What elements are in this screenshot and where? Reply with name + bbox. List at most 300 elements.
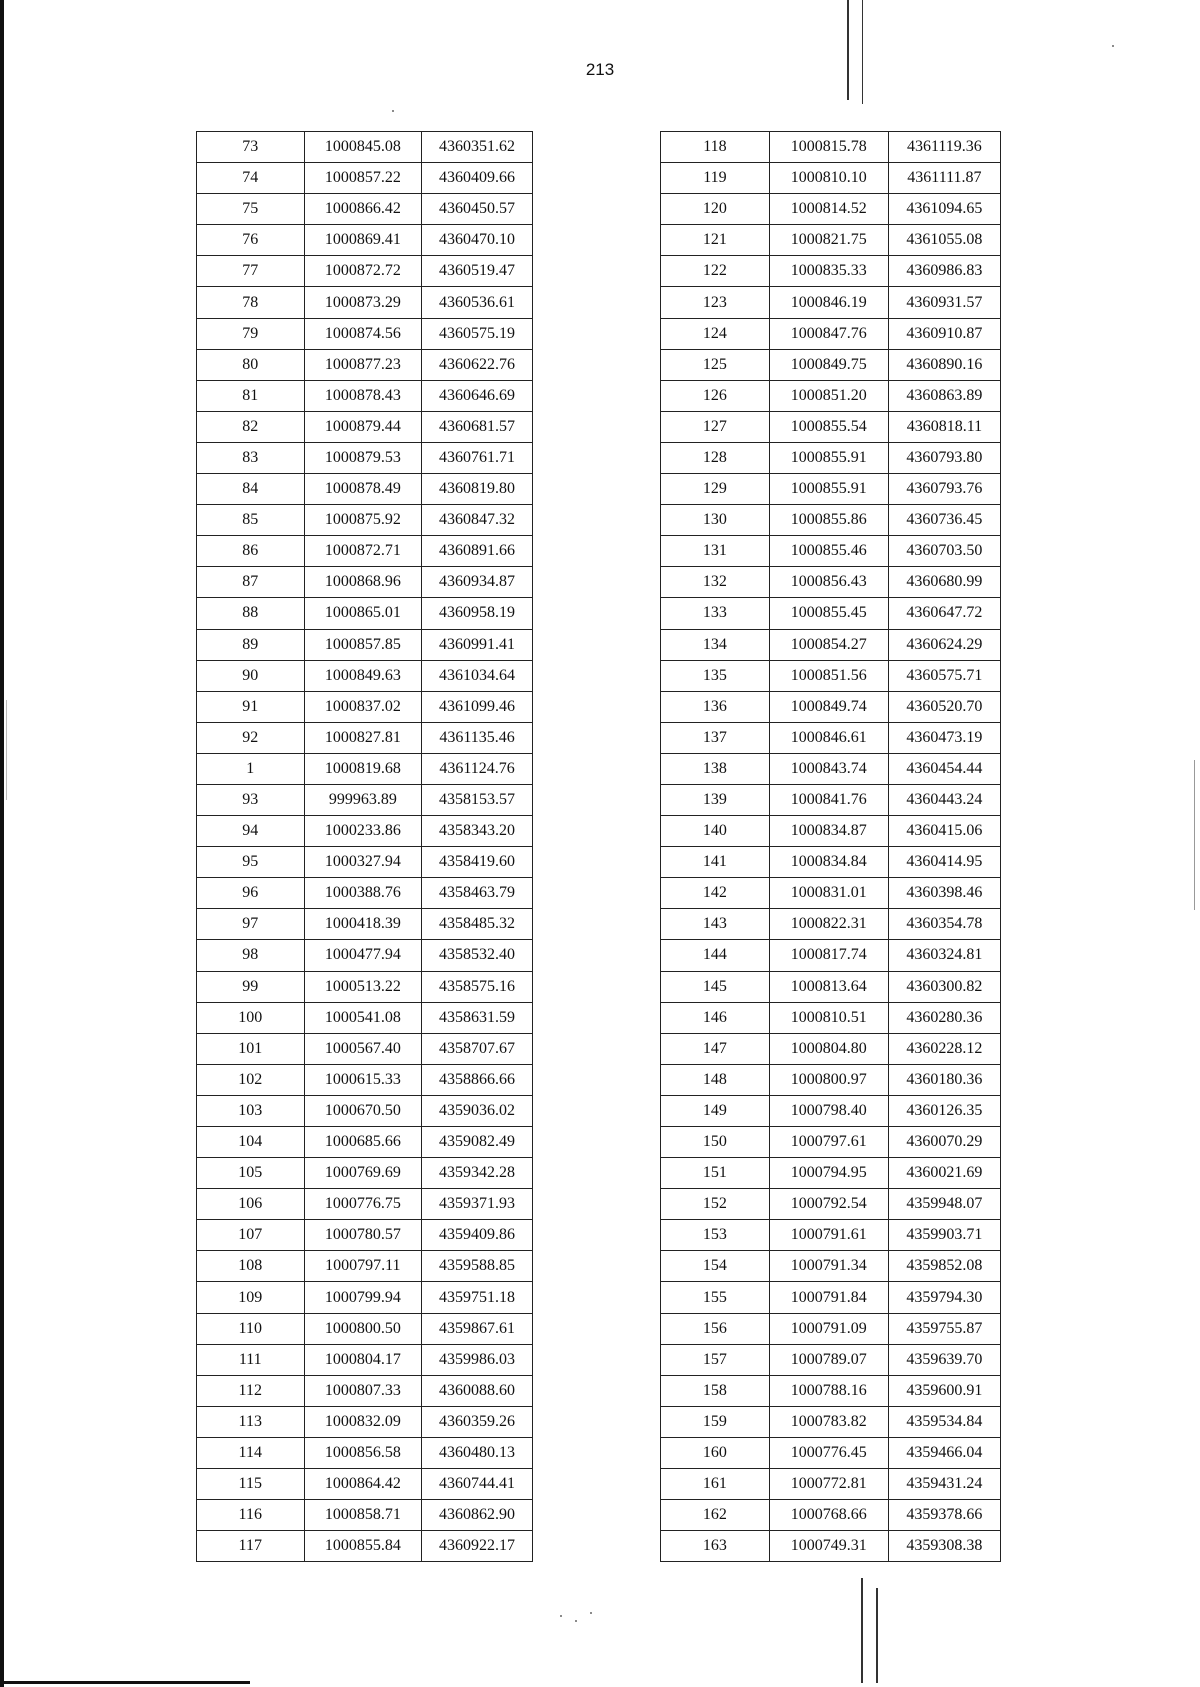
table-row <box>197 722 533 753</box>
y-coordinate-cell: 4359371.93 <box>422 1189 533 1220</box>
y-coordinate-cell: 4360575.19 <box>422 318 533 349</box>
y-coordinate-cell: 4358532.40 <box>422 940 533 971</box>
y-coordinate-cell: 4360351.62 <box>422 132 533 163</box>
table-row <box>197 1095 533 1126</box>
table-row <box>661 1437 1001 1468</box>
table-row <box>197 1406 533 1437</box>
x-coordinate-cell: 1000866.42 <box>304 194 422 225</box>
point-number-cell: 87 <box>197 567 305 598</box>
table-row <box>661 598 1001 629</box>
table-row <box>197 1469 533 1500</box>
point-number-cell: 139 <box>661 784 770 815</box>
table-row <box>197 380 533 411</box>
table-row <box>661 1344 1001 1375</box>
scan-speck <box>590 1612 592 1614</box>
x-coordinate-cell: 1000851.20 <box>769 380 888 411</box>
point-number-cell: 94 <box>197 816 305 847</box>
x-coordinate-cell: 1000791.84 <box>769 1282 888 1313</box>
point-number-cell: 133 <box>661 598 770 629</box>
table-row <box>661 1002 1001 1033</box>
x-coordinate-cell: 1000868.96 <box>304 567 422 598</box>
point-number-cell: 80 <box>197 349 305 380</box>
y-coordinate-cell: 4359867.61 <box>422 1313 533 1344</box>
point-number-cell: 118 <box>661 132 770 163</box>
y-coordinate-cell: 4360443.24 <box>888 784 1000 815</box>
point-number-cell: 109 <box>197 1282 305 1313</box>
x-coordinate-cell: 1000858.71 <box>304 1500 422 1531</box>
y-coordinate-cell: 4360450.57 <box>422 194 533 225</box>
y-coordinate-cell: 4359036.02 <box>422 1095 533 1126</box>
y-coordinate-cell: 4360922.17 <box>422 1531 533 1562</box>
point-number-cell: 125 <box>661 349 770 380</box>
x-coordinate-cell: 1000791.34 <box>769 1251 888 1282</box>
y-coordinate-cell: 4360862.90 <box>422 1500 533 1531</box>
x-coordinate-cell: 1000855.54 <box>769 411 888 442</box>
x-coordinate-cell: 1000797.61 <box>769 1127 888 1158</box>
y-coordinate-cell: 4360519.47 <box>422 256 533 287</box>
y-coordinate-cell: 4360126.35 <box>888 1095 1000 1126</box>
point-number-cell: 141 <box>661 847 770 878</box>
point-number-cell: 154 <box>661 1251 770 1282</box>
x-coordinate-cell: 1000843.74 <box>769 753 888 784</box>
table-row <box>197 505 533 536</box>
point-number-cell: 135 <box>661 660 770 691</box>
x-coordinate-cell: 1000831.01 <box>769 878 888 909</box>
y-coordinate-cell: 4360818.11 <box>888 411 1000 442</box>
y-coordinate-cell: 4360890.16 <box>888 349 1000 380</box>
table-row <box>661 971 1001 1002</box>
x-coordinate-cell: 1000798.40 <box>769 1095 888 1126</box>
y-coordinate-cell: 4360703.50 <box>888 536 1000 567</box>
point-number-cell: 126 <box>661 380 770 411</box>
x-coordinate-cell: 1000788.16 <box>769 1375 888 1406</box>
scan-edge-bar <box>0 0 4 1687</box>
y-coordinate-cell: 4359903.71 <box>888 1220 1000 1251</box>
point-number-cell: 112 <box>197 1375 305 1406</box>
x-coordinate-cell: 1000856.43 <box>769 567 888 598</box>
table-row <box>661 1251 1001 1282</box>
y-coordinate-cell: 4361119.36 <box>888 132 1000 163</box>
point-number-cell: 163 <box>661 1531 770 1562</box>
table-row <box>197 1064 533 1095</box>
y-coordinate-cell: 4360454.44 <box>888 753 1000 784</box>
scan-speck <box>392 110 394 112</box>
y-coordinate-cell: 4360398.46 <box>888 878 1000 909</box>
point-number-cell: 85 <box>197 505 305 536</box>
point-number-cell: 138 <box>661 753 770 784</box>
table-row <box>661 1469 1001 1500</box>
point-number-cell: 104 <box>197 1127 305 1158</box>
table-row <box>197 598 533 629</box>
table-row <box>661 722 1001 753</box>
y-coordinate-cell: 4359986.03 <box>422 1344 533 1375</box>
y-coordinate-cell: 4361034.64 <box>422 660 533 691</box>
point-number-cell: 74 <box>197 163 305 194</box>
point-number-cell: 159 <box>661 1406 770 1437</box>
x-coordinate-cell: 1000846.61 <box>769 722 888 753</box>
table-row <box>661 1095 1001 1126</box>
y-coordinate-cell: 4359466.04 <box>888 1437 1000 1468</box>
point-number-cell: 150 <box>661 1127 770 1158</box>
y-coordinate-cell: 4359082.49 <box>422 1127 533 1158</box>
x-coordinate-cell: 1000846.19 <box>769 287 888 318</box>
point-number-cell: 148 <box>661 1064 770 1095</box>
point-number-cell: 108 <box>197 1251 305 1282</box>
table-row <box>661 1500 1001 1531</box>
coordinates-table-left <box>196 131 533 1562</box>
table-row <box>197 753 533 784</box>
point-number-cell: 156 <box>661 1313 770 1344</box>
x-coordinate-cell: 1000835.33 <box>769 256 888 287</box>
scan-speck <box>575 1620 577 1622</box>
table-row <box>661 411 1001 442</box>
point-number-cell: 91 <box>197 691 305 722</box>
table-row <box>197 1313 533 1344</box>
y-coordinate-cell: 4360793.76 <box>888 474 1000 505</box>
table-row <box>197 256 533 287</box>
x-coordinate-cell: 1000849.63 <box>304 660 422 691</box>
y-coordinate-cell: 4360986.83 <box>888 256 1000 287</box>
x-coordinate-cell: 1000513.22 <box>304 971 422 1002</box>
x-coordinate-cell: 1000768.66 <box>769 1500 888 1531</box>
x-coordinate-cell: 1000877.23 <box>304 349 422 380</box>
y-coordinate-cell: 4360761.71 <box>422 442 533 473</box>
y-coordinate-cell: 4360470.10 <box>422 225 533 256</box>
point-number-cell: 88 <box>197 598 305 629</box>
table-row <box>661 691 1001 722</box>
point-number-cell: 103 <box>197 1095 305 1126</box>
table-row <box>661 629 1001 660</box>
x-coordinate-cell: 1000864.42 <box>304 1469 422 1500</box>
x-coordinate-cell: 1000856.58 <box>304 1437 422 1468</box>
y-coordinate-cell: 4359378.66 <box>888 1500 1000 1531</box>
point-number-cell: 149 <box>661 1095 770 1126</box>
y-coordinate-cell: 4358707.67 <box>422 1033 533 1064</box>
point-number-cell: 123 <box>661 287 770 318</box>
y-coordinate-cell: 4360324.81 <box>888 940 1000 971</box>
x-coordinate-cell: 1000789.07 <box>769 1344 888 1375</box>
table-row <box>197 194 533 225</box>
point-number-cell: 96 <box>197 878 305 909</box>
table-row <box>197 349 533 380</box>
x-coordinate-cell: 1000855.46 <box>769 536 888 567</box>
table-row <box>197 940 533 971</box>
x-coordinate-cell: 1000849.75 <box>769 349 888 380</box>
table-row <box>661 1406 1001 1437</box>
x-coordinate-cell: 1000855.91 <box>769 474 888 505</box>
y-coordinate-cell: 4360958.19 <box>422 598 533 629</box>
point-number-cell: 77 <box>197 256 305 287</box>
point-number-cell: 107 <box>197 1220 305 1251</box>
point-number-cell: 162 <box>661 1500 770 1531</box>
x-coordinate-cell: 1000776.75 <box>304 1189 422 1220</box>
table-row <box>661 816 1001 847</box>
table-row <box>197 567 533 598</box>
table-row <box>197 1002 533 1033</box>
point-number-cell: 157 <box>661 1344 770 1375</box>
point-number-cell: 155 <box>661 1282 770 1313</box>
y-coordinate-cell: 4360228.12 <box>888 1033 1000 1064</box>
table-row <box>197 287 533 318</box>
point-number-cell: 93 <box>197 784 305 815</box>
point-number-cell: 117 <box>197 1531 305 1562</box>
x-coordinate-cell: 1000821.75 <box>769 225 888 256</box>
table-row <box>661 132 1001 163</box>
y-coordinate-cell: 4358153.57 <box>422 784 533 815</box>
x-coordinate-cell: 1000780.57 <box>304 1220 422 1251</box>
point-number-cell: 79 <box>197 318 305 349</box>
y-coordinate-cell: 4359534.84 <box>888 1406 1000 1437</box>
table-row <box>661 1033 1001 1064</box>
table-row <box>661 318 1001 349</box>
scan-line-top <box>847 0 849 100</box>
x-coordinate-cell: 1000841.76 <box>769 784 888 815</box>
y-coordinate-cell: 4358575.16 <box>422 971 533 1002</box>
x-coordinate-cell: 1000791.09 <box>769 1313 888 1344</box>
point-number-cell: 82 <box>197 411 305 442</box>
y-coordinate-cell: 4360536.61 <box>422 287 533 318</box>
point-number-cell: 124 <box>661 318 770 349</box>
x-coordinate-cell: 1000851.56 <box>769 660 888 691</box>
table-row <box>661 256 1001 287</box>
x-coordinate-cell: 1000845.08 <box>304 132 422 163</box>
table-row <box>197 1033 533 1064</box>
table-row <box>661 1282 1001 1313</box>
scan-bottom-line <box>0 1681 250 1684</box>
x-coordinate-cell: 1000792.54 <box>769 1189 888 1220</box>
point-number-cell: 143 <box>661 909 770 940</box>
point-number-cell: 84 <box>197 474 305 505</box>
point-number-cell: 128 <box>661 442 770 473</box>
point-number-cell: 120 <box>661 194 770 225</box>
x-coordinate-cell: 1000800.50 <box>304 1313 422 1344</box>
x-coordinate-cell: 1000827.81 <box>304 722 422 753</box>
y-coordinate-cell: 4360646.69 <box>422 380 533 411</box>
point-number-cell: 114 <box>197 1437 305 1468</box>
x-coordinate-cell: 1000670.50 <box>304 1095 422 1126</box>
point-number-cell: 81 <box>197 380 305 411</box>
table-row <box>661 784 1001 815</box>
table-row <box>197 1220 533 1251</box>
x-coordinate-cell: 1000855.45 <box>769 598 888 629</box>
y-coordinate-cell: 4360931.57 <box>888 287 1000 318</box>
table-row <box>661 878 1001 909</box>
table-row <box>197 1189 533 1220</box>
x-coordinate-cell: 1000233.86 <box>304 816 422 847</box>
point-number-cell: 140 <box>661 816 770 847</box>
x-coordinate-cell: 1000872.72 <box>304 256 422 287</box>
x-coordinate-cell: 1000791.61 <box>769 1220 888 1251</box>
x-coordinate-cell: 1000865.01 <box>304 598 422 629</box>
point-number-cell: 146 <box>661 1002 770 1033</box>
y-coordinate-cell: 4360680.99 <box>888 567 1000 598</box>
y-coordinate-cell: 4360070.29 <box>888 1127 1000 1158</box>
table-row <box>197 878 533 909</box>
x-coordinate-cell: 999963.89 <box>304 784 422 815</box>
table-row <box>197 225 533 256</box>
table-row <box>661 1375 1001 1406</box>
table-row <box>661 505 1001 536</box>
x-coordinate-cell: 1000541.08 <box>304 1002 422 1033</box>
coordinates-table-right <box>660 131 1001 1562</box>
scan-line-bottom <box>861 1578 863 1683</box>
y-coordinate-cell: 4360180.36 <box>888 1064 1000 1095</box>
table-row <box>197 1127 533 1158</box>
point-number-cell: 78 <box>197 287 305 318</box>
point-number-cell: 90 <box>197 660 305 691</box>
table-row <box>661 1531 1001 1562</box>
table-row <box>661 442 1001 473</box>
scan-line-side <box>1194 760 1195 910</box>
table-row <box>197 318 533 349</box>
y-coordinate-cell: 4359852.08 <box>888 1251 1000 1282</box>
y-coordinate-cell: 4360736.45 <box>888 505 1000 536</box>
y-coordinate-cell: 4360934.87 <box>422 567 533 598</box>
x-coordinate-cell: 1000769.69 <box>304 1158 422 1189</box>
table-row <box>661 163 1001 194</box>
table-row <box>197 1282 533 1313</box>
y-coordinate-cell: 4359342.28 <box>422 1158 533 1189</box>
x-coordinate-cell: 1000685.66 <box>304 1127 422 1158</box>
point-number-cell: 1 <box>197 753 305 784</box>
x-coordinate-cell: 1000567.40 <box>304 1033 422 1064</box>
y-coordinate-cell: 4360280.36 <box>888 1002 1000 1033</box>
x-coordinate-cell: 1000847.76 <box>769 318 888 349</box>
x-coordinate-cell: 1000388.76 <box>304 878 422 909</box>
y-coordinate-cell: 4359600.91 <box>888 1375 1000 1406</box>
point-number-cell: 113 <box>197 1406 305 1437</box>
y-coordinate-cell: 4359409.86 <box>422 1220 533 1251</box>
point-number-cell: 131 <box>661 536 770 567</box>
point-number-cell: 102 <box>197 1064 305 1095</box>
point-number-cell: 99 <box>197 971 305 1002</box>
y-coordinate-cell: 4360863.89 <box>888 380 1000 411</box>
table-row <box>197 1158 533 1189</box>
y-coordinate-cell: 4360520.70 <box>888 691 1000 722</box>
table-row <box>197 629 533 660</box>
x-coordinate-cell: 1000849.74 <box>769 691 888 722</box>
table-row <box>661 225 1001 256</box>
table-row <box>197 1500 533 1531</box>
table-row <box>661 1313 1001 1344</box>
x-coordinate-cell: 1000804.80 <box>769 1033 888 1064</box>
point-number-cell: 111 <box>197 1344 305 1375</box>
point-number-cell: 160 <box>661 1437 770 1468</box>
point-number-cell: 121 <box>661 225 770 256</box>
x-coordinate-cell: 1000855.91 <box>769 442 888 473</box>
point-number-cell: 73 <box>197 132 305 163</box>
y-coordinate-cell: 4360575.71 <box>888 660 1000 691</box>
y-coordinate-cell: 4358463.79 <box>422 878 533 909</box>
x-coordinate-cell: 1000837.02 <box>304 691 422 722</box>
x-coordinate-cell: 1000878.49 <box>304 474 422 505</box>
point-number-cell: 119 <box>661 163 770 194</box>
y-coordinate-cell: 4359751.18 <box>422 1282 533 1313</box>
y-coordinate-cell: 4361055.08 <box>888 225 1000 256</box>
x-coordinate-cell: 1000810.10 <box>769 163 888 194</box>
table-row <box>197 691 533 722</box>
table-row <box>197 971 533 1002</box>
point-number-cell: 137 <box>661 722 770 753</box>
point-number-cell: 98 <box>197 940 305 971</box>
y-coordinate-cell: 4359308.38 <box>888 1531 1000 1562</box>
table-row <box>661 536 1001 567</box>
table-row <box>197 132 533 163</box>
point-number-cell: 105 <box>197 1158 305 1189</box>
y-coordinate-cell: 4360409.66 <box>422 163 533 194</box>
point-number-cell: 152 <box>661 1189 770 1220</box>
x-coordinate-cell: 1000834.84 <box>769 847 888 878</box>
y-coordinate-cell: 4360473.19 <box>888 722 1000 753</box>
point-number-cell: 95 <box>197 847 305 878</box>
point-number-cell: 134 <box>661 629 770 660</box>
y-coordinate-cell: 4361124.76 <box>422 753 533 784</box>
table-row <box>197 909 533 940</box>
x-coordinate-cell: 1000772.81 <box>769 1469 888 1500</box>
point-number-cell: 76 <box>197 225 305 256</box>
y-coordinate-cell: 4361111.87 <box>888 163 1000 194</box>
y-coordinate-cell: 4360415.06 <box>888 816 1000 847</box>
table-row <box>661 940 1001 971</box>
point-number-cell: 153 <box>661 1220 770 1251</box>
point-number-cell: 132 <box>661 567 770 598</box>
y-coordinate-cell: 4360744.41 <box>422 1469 533 1500</box>
point-number-cell: 122 <box>661 256 770 287</box>
point-number-cell: 92 <box>197 722 305 753</box>
x-coordinate-cell: 1000834.87 <box>769 816 888 847</box>
table-row <box>197 536 533 567</box>
y-coordinate-cell: 4358631.59 <box>422 1002 533 1033</box>
table-row <box>197 1251 533 1282</box>
y-coordinate-cell: 4360647.72 <box>888 598 1000 629</box>
y-coordinate-cell: 4360624.29 <box>888 629 1000 660</box>
point-number-cell: 136 <box>661 691 770 722</box>
point-number-cell: 97 <box>197 909 305 940</box>
y-coordinate-cell: 4358419.60 <box>422 847 533 878</box>
scan-line-top <box>862 0 863 104</box>
x-coordinate-cell: 1000819.68 <box>304 753 422 784</box>
point-number-cell: 129 <box>661 474 770 505</box>
point-number-cell: 151 <box>661 1158 770 1189</box>
table-row <box>197 411 533 442</box>
table-row <box>661 287 1001 318</box>
x-coordinate-cell: 1000799.94 <box>304 1282 422 1313</box>
y-coordinate-cell: 4360847.32 <box>422 505 533 536</box>
x-coordinate-cell: 1000810.51 <box>769 1002 888 1033</box>
table-row <box>197 1531 533 1562</box>
scan-speck <box>560 1615 562 1617</box>
point-number-cell: 116 <box>197 1500 305 1531</box>
page-number: 213 <box>585 60 615 79</box>
y-coordinate-cell: 4359588.85 <box>422 1251 533 1282</box>
table-row <box>197 1344 533 1375</box>
table-row <box>197 816 533 847</box>
y-coordinate-cell: 4359948.07 <box>888 1189 1000 1220</box>
table-row <box>661 567 1001 598</box>
point-number-cell: 110 <box>197 1313 305 1344</box>
point-number-cell: 145 <box>661 971 770 1002</box>
table-row <box>661 474 1001 505</box>
point-number-cell: 89 <box>197 629 305 660</box>
x-coordinate-cell: 1000875.92 <box>304 505 422 536</box>
x-coordinate-cell: 1000815.78 <box>769 132 888 163</box>
point-number-cell: 75 <box>197 194 305 225</box>
x-coordinate-cell: 1000804.17 <box>304 1344 422 1375</box>
y-coordinate-cell: 4360414.95 <box>888 847 1000 878</box>
table-row <box>661 1220 1001 1251</box>
y-coordinate-cell: 4361099.46 <box>422 691 533 722</box>
y-coordinate-cell: 4360891.66 <box>422 536 533 567</box>
